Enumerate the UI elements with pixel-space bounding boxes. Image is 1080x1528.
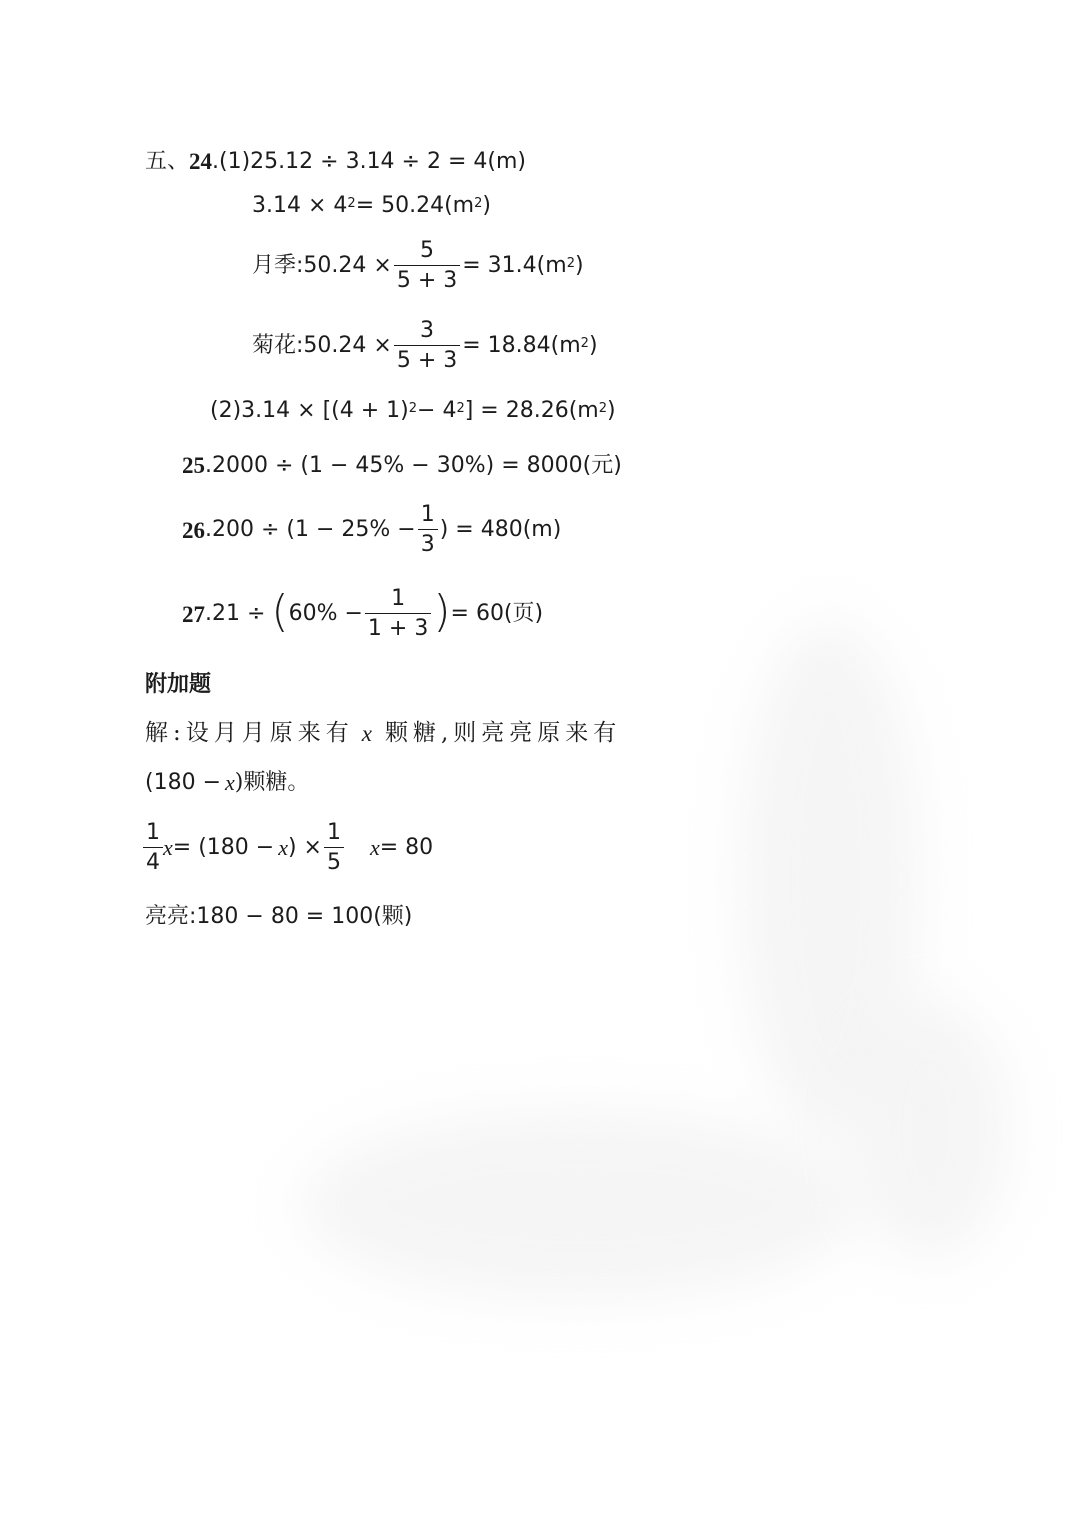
q24-area-line: 3.14 × 4 $^2$ = 50.24(m $^2$ ) <box>252 193 491 218</box>
fraction: $\frac{1}{5}$ <box>324 822 344 874</box>
q24-part2: (2)3.14 × [(4 + 1) $^2$ − 4 $^2$ ] = 28.26(m $^2$ ) <box>210 398 616 423</box>
q26-line: 26 .200 ÷ (1 − 25% − $\frac{1}{3}$ ) = 480(m) <box>182 502 562 557</box>
background-smudge <box>300 1110 860 1300</box>
fraction: $\frac{1}{4}$ <box>143 822 163 874</box>
bonus-solution-line2: (180 − x )颗糖。 <box>145 770 310 795</box>
question-number: 24 <box>189 149 213 174</box>
section-marker: 五、 <box>145 148 190 174</box>
bonus-equation: $\frac{1}{4}$ x = (180 − x ) × $\frac{1}{5}$ x = 80 <box>143 822 433 874</box>
q24-yueji-line: 月季:50.24 × $\frac{5}{5 + 3}$ = 31.4(m $^2$ ) <box>252 238 584 293</box>
fraction: $\frac{1}{3}$ <box>418 504 438 556</box>
bonus-solution-line1: 解:设月月原来有 x 颗糖,则亮亮原来有 <box>145 720 622 746</box>
bonus-final-answer: 亮亮:180 − 80 = 100(颗) <box>145 904 413 929</box>
q25-equation: .2000 ÷ (1 − 45% − 30%) = 8000(元) <box>205 452 622 478</box>
question-number: 26 <box>182 517 205 543</box>
fraction: $\frac{5}{5 + 3}$ <box>394 240 460 292</box>
question-number: 27 <box>182 601 205 627</box>
fraction: $\frac{3}{5 + 3}$ <box>394 320 460 372</box>
q24-part1 <box>145 150 526 173</box>
background-smudge <box>850 1000 1010 1260</box>
q25-line <box>182 454 622 477</box>
q24-juhua-line: 菊花:50.24 × $\frac{3}{5 + 3}$ = 18.84(m $^2$ ) <box>252 318 598 373</box>
q27-line: 27 .21 ÷ ( 60% − $\frac{1}{1 + 3}$ ) = 60(页) <box>182 586 544 641</box>
bonus-heading: 附加题 <box>145 672 212 697</box>
question-number: 25 <box>182 453 205 478</box>
fraction: $\frac{1}{1 + 3}$ <box>365 588 431 640</box>
q24-part1-equation: .(1)25.12 ÷ 3.14 ÷ 2 = 4(m) <box>212 148 526 174</box>
